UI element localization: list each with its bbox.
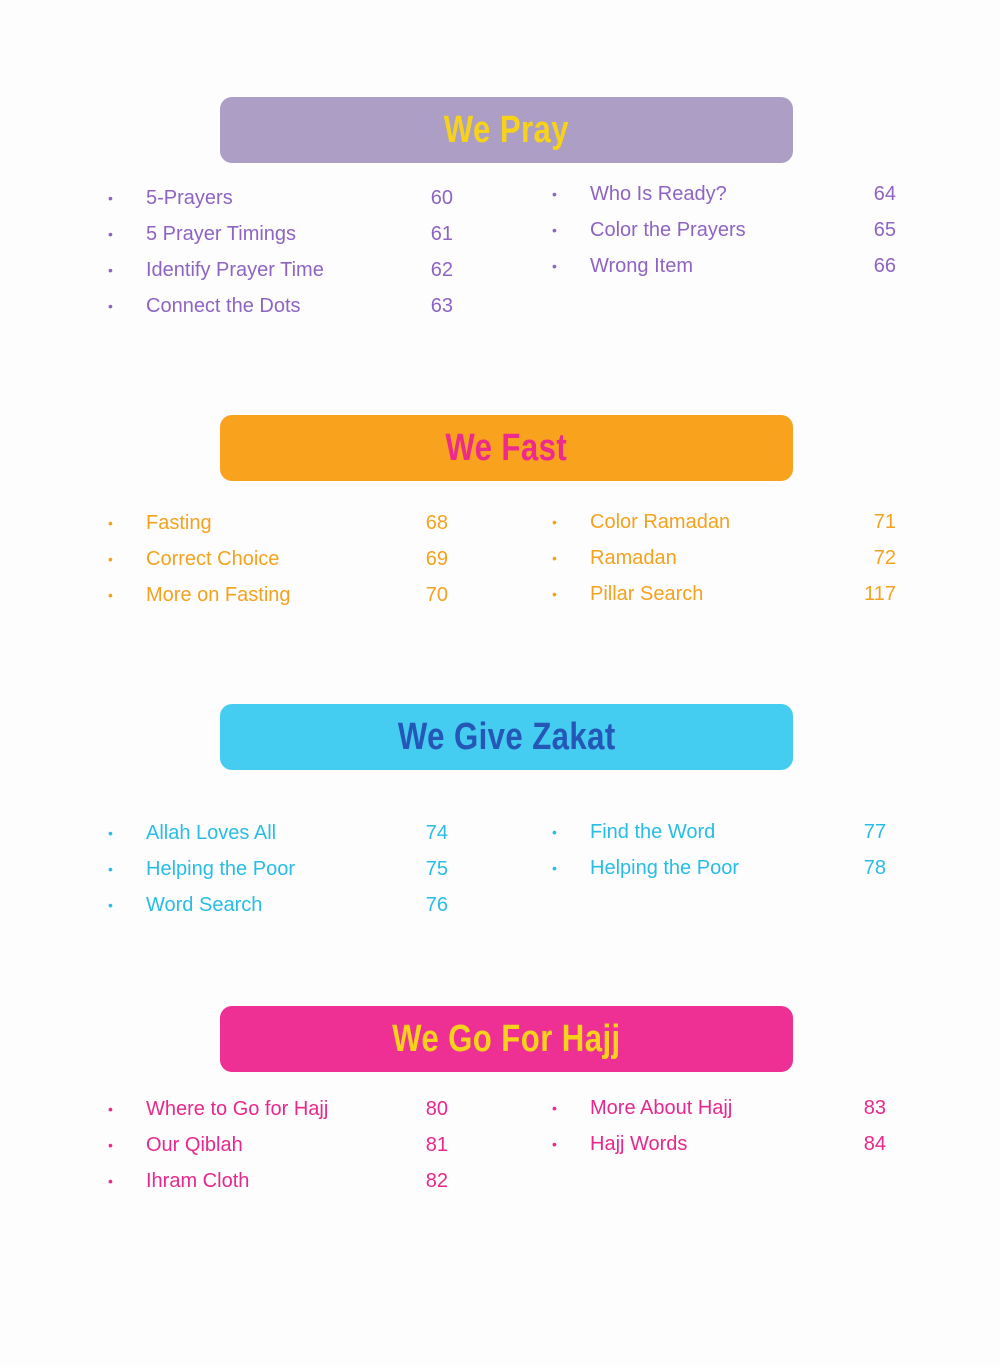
bullet-icon: •	[552, 186, 557, 202]
toc-entry[interactable]	[108, 505, 448, 541]
toc-entry-label: Wrong Item	[590, 255, 693, 277]
toc-entry-page-number: 69	[425, 548, 448, 570]
toc-entry-page-number: 117	[864, 583, 896, 605]
bullet-icon: •	[108, 1101, 113, 1117]
toc-entry[interactable]	[108, 577, 448, 613]
toc-entry-page-number: 80	[425, 1098, 448, 1120]
toc-entry[interactable]	[108, 252, 453, 288]
bullet-icon: •	[108, 298, 113, 314]
toc-entry[interactable]	[108, 216, 453, 252]
toc-column-right	[552, 176, 896, 284]
toc-entry[interactable]	[108, 851, 448, 887]
toc-entry-page-number: 78	[863, 857, 886, 879]
toc-entry[interactable]	[108, 541, 448, 577]
toc-entry[interactable]	[108, 288, 453, 324]
bullet-icon: •	[552, 550, 557, 566]
toc-entry-page-number: 77	[863, 821, 886, 843]
bullet-icon: •	[552, 258, 557, 274]
toc-entry[interactable]	[552, 248, 896, 284]
bullet-icon: •	[552, 1136, 557, 1152]
section-title: We Give Zakat	[397, 715, 616, 758]
bullet-icon: •	[108, 1137, 113, 1153]
toc-entry-page-number: 76	[425, 894, 448, 916]
toc-entry-page-number: 60	[430, 187, 453, 209]
toc-entry-page-number: 63	[430, 295, 453, 317]
toc-entry[interactable]	[552, 850, 886, 886]
bullet-icon: •	[552, 222, 557, 238]
toc-entry-page-number: 64	[873, 183, 896, 205]
toc-entry[interactable]	[108, 180, 453, 216]
toc-entry-label: Fasting	[146, 512, 212, 534]
toc-entry-label: Our Qiblah	[146, 1134, 243, 1156]
toc-entry-page-number: 71	[873, 511, 896, 533]
bullet-icon: •	[552, 1100, 557, 1116]
toc-entry[interactable]	[108, 1127, 448, 1163]
toc-entry-label: Helping the Poor	[146, 858, 295, 880]
toc-entry-label: Allah Loves All	[146, 822, 277, 844]
toc-entry-label: Helping the Poor	[590, 857, 739, 879]
toc-column-left	[108, 815, 448, 923]
toc-entry-label: Word Search	[146, 894, 263, 916]
toc-entry-page-number: 70	[425, 584, 448, 606]
section-banner	[220, 415, 793, 481]
toc-entry-label: 5 Prayer Timings	[146, 223, 297, 245]
toc-entry[interactable]	[552, 814, 886, 850]
toc-entry[interactable]	[108, 887, 448, 923]
toc-entry[interactable]	[552, 504, 896, 540]
toc-entry-label: Pillar Search	[590, 583, 704, 605]
toc-entry-label: Connect the Dots	[146, 295, 301, 317]
toc-entry-page-number: 68	[425, 512, 448, 534]
section-title: We Pray	[443, 108, 570, 151]
toc-entry[interactable]	[552, 212, 896, 248]
toc-entry-page-number: 81	[425, 1134, 448, 1156]
bullet-icon: •	[108, 551, 113, 567]
toc-entry-page-number: 82	[425, 1170, 448, 1192]
section-title: We Go For Hajj	[392, 1017, 621, 1060]
toc-entry-page-number: 65	[873, 219, 896, 241]
toc-entry-page-number: 75	[425, 858, 448, 880]
toc-entry-label: Color Ramadan	[590, 511, 731, 533]
toc-column-right	[552, 1090, 886, 1162]
toc-entry-label: Ramadan	[590, 547, 677, 569]
section-banner	[220, 97, 793, 163]
toc-column-left	[108, 505, 448, 613]
toc-column-left	[108, 1091, 448, 1199]
toc-column-right	[552, 504, 896, 612]
section-banner	[220, 704, 793, 770]
toc-entry[interactable]	[108, 815, 448, 851]
toc-entry[interactable]	[552, 576, 896, 612]
toc-column-right	[552, 814, 886, 886]
bullet-icon: •	[552, 824, 557, 840]
bullet-icon: •	[108, 897, 113, 913]
bullet-icon: •	[108, 825, 113, 841]
toc-entry[interactable]	[552, 1126, 886, 1162]
bullet-icon: •	[552, 514, 557, 530]
toc-entry-page-number: 61	[430, 223, 453, 245]
section-banner	[220, 1006, 793, 1072]
bullet-icon: •	[108, 262, 113, 278]
toc-entry-label: Identify Prayer Time	[146, 259, 324, 281]
section-title: We Fast	[445, 426, 568, 469]
toc-entry[interactable]	[108, 1163, 448, 1199]
toc-entry[interactable]	[552, 176, 896, 212]
toc-entry-label: 5-Prayers	[146, 187, 233, 209]
bullet-icon: •	[108, 190, 113, 206]
toc-entry-page-number: 66	[873, 255, 896, 277]
toc-entry-page-number: 83	[863, 1097, 886, 1119]
toc-entry[interactable]	[552, 1090, 886, 1126]
bullet-icon: •	[108, 515, 113, 531]
toc-entry-page-number: 62	[430, 259, 453, 281]
toc-entry-label: Color the Prayers	[590, 219, 746, 241]
bullet-icon: •	[108, 226, 113, 242]
toc-column-left	[108, 180, 453, 324]
toc-entry[interactable]	[552, 540, 896, 576]
bullet-icon: •	[552, 860, 557, 876]
bullet-icon: •	[108, 1173, 113, 1189]
bullet-icon: •	[108, 861, 113, 877]
bullet-icon: •	[108, 587, 113, 603]
toc-entry-label: Hajj Words	[590, 1133, 688, 1155]
toc-entry[interactable]	[108, 1091, 448, 1127]
toc-entry-label: More on Fasting	[146, 584, 291, 606]
toc-entry-label: Who Is Ready?	[590, 183, 727, 205]
toc-entry-label: Ihram Cloth	[146, 1170, 250, 1192]
toc-entry-label: More About Hajj	[590, 1097, 733, 1119]
toc-entry-label: Correct Choice	[146, 548, 280, 570]
toc-entry-page-number: 84	[863, 1133, 886, 1155]
toc-entry-label: Where to Go for Hajj	[146, 1098, 329, 1120]
bullet-icon: •	[552, 586, 557, 602]
toc-entry-label: Find the Word	[590, 821, 716, 843]
toc-entry-page-number: 72	[873, 547, 896, 569]
toc-entry-page-number: 74	[425, 822, 448, 844]
